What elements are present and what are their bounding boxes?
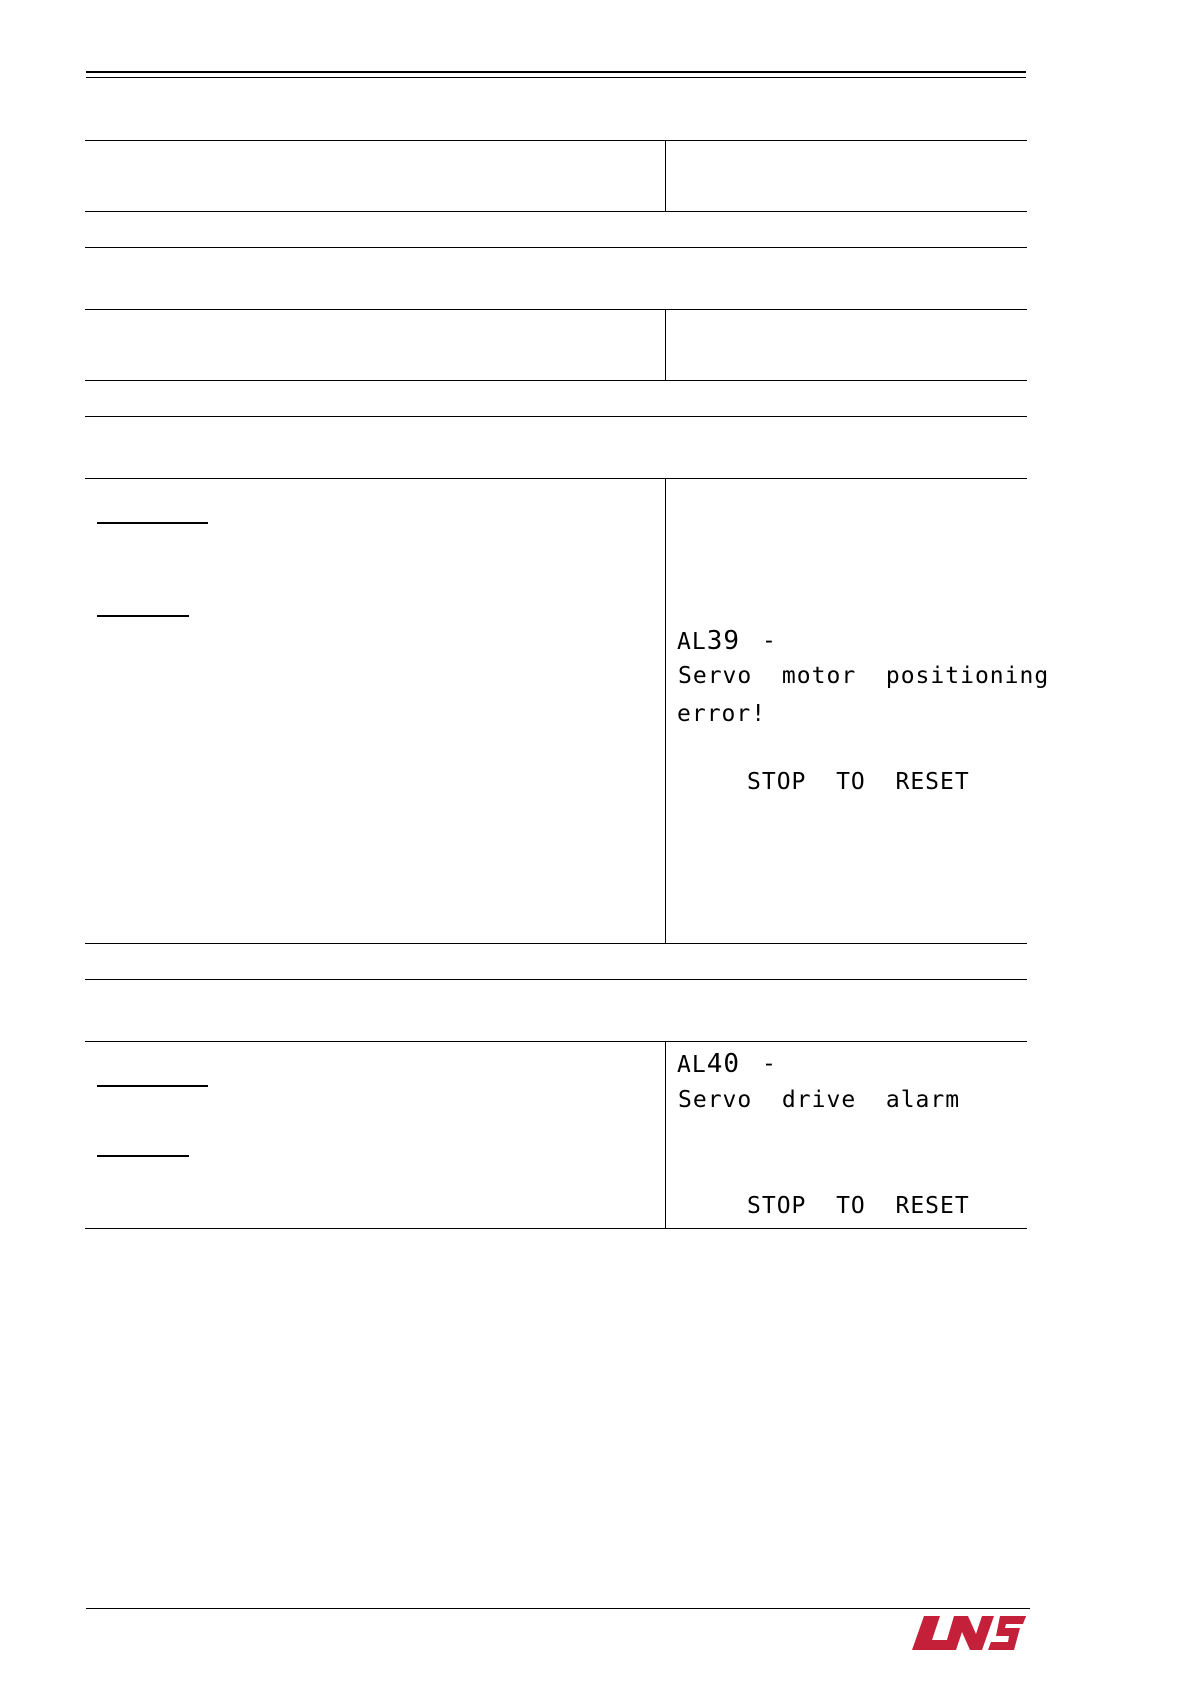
- header-rule-top: [86, 71, 1026, 73]
- lns-logo: [910, 1614, 1028, 1652]
- alarm-code-number: 39: [706, 626, 741, 656]
- alarm-code-dash: -: [762, 1051, 777, 1077]
- alarm-code-prefix: AL: [677, 629, 707, 655]
- alarm-reset-action: STOP TO RESET: [747, 769, 970, 795]
- heading-underline: [97, 1085, 208, 1087]
- alarm-message-line: Servo drive alarm: [678, 1087, 961, 1113]
- alarm-code-number: 40: [706, 1049, 741, 1079]
- heading-underline: [97, 1155, 189, 1157]
- table-rule: [85, 1228, 1027, 1229]
- table-rule: [85, 979, 1027, 980]
- heading-underline: [97, 615, 189, 617]
- table-rule: [85, 416, 1027, 417]
- alarm-message-end: !: [751, 701, 767, 727]
- alarm-code: [677, 1051, 740, 1077]
- alarm-code-dash: -: [762, 628, 777, 654]
- table-rule: [85, 380, 1027, 381]
- table-rule: [85, 211, 1027, 212]
- table-rule: [85, 140, 1027, 141]
- table-rule: [85, 247, 1027, 248]
- heading-underline: [97, 522, 208, 524]
- column-divider: [665, 140, 666, 211]
- table-rule: [85, 309, 1027, 310]
- column-divider: [665, 478, 666, 943]
- footer-rule: [86, 1608, 1030, 1609]
- alarm-reset-action: STOP TO RESET: [747, 1193, 970, 1219]
- alarm-message-line: error!: [677, 701, 767, 727]
- table-rule: [85, 1041, 1027, 1042]
- svg-text:™: ™: [1022, 1616, 1027, 1622]
- alarm-code: [677, 628, 740, 654]
- alarm-message-line: Servo motor positioning: [678, 663, 1050, 689]
- column-divider: [665, 1041, 666, 1228]
- table-rule: [85, 943, 1027, 944]
- column-divider: [665, 309, 666, 380]
- header-rule-bottom: [86, 77, 1026, 78]
- alarm-code-prefix: AL: [677, 1052, 707, 1078]
- table-rule: [85, 478, 1027, 479]
